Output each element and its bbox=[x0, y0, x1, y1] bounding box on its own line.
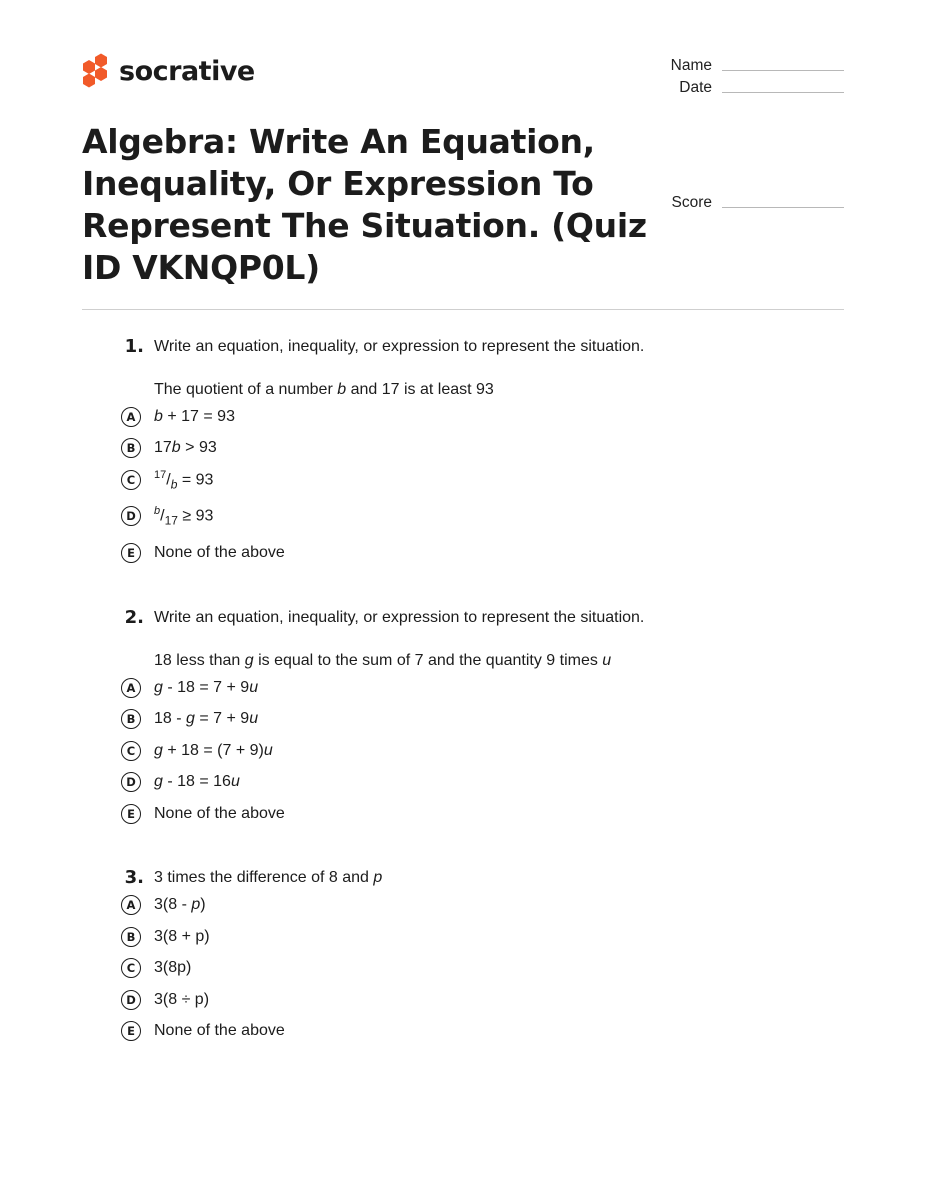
choice-text: 3(8 ÷ p) bbox=[154, 991, 210, 1008]
name-line[interactable] bbox=[722, 69, 844, 71]
choice-text: g - 18 = 7 + 9u bbox=[154, 679, 259, 696]
choice-text: $^{17}/_b = 93$ bbox=[154, 468, 214, 492]
choice-b[interactable] bbox=[121, 435, 217, 461]
choice-bubble[interactable]: C bbox=[121, 741, 141, 761]
choice-text: None of the above bbox=[154, 805, 285, 822]
choice-text: g - 18 = 16u bbox=[154, 773, 240, 790]
choice-bubble[interactable]: A bbox=[121, 678, 141, 698]
choice-text: 18 - g = 7 + 9u bbox=[154, 710, 259, 727]
question-situation: 18 less than g is equal to the sum of 7 and the quantity 9 times u bbox=[154, 652, 612, 669]
question-prompt: Write an equation, inequality, or expression to represent the situation. bbox=[154, 338, 645, 355]
date-line[interactable] bbox=[722, 91, 844, 93]
choice-bubble[interactable]: A bbox=[121, 407, 141, 427]
question-prompt: Write an equation, inequality, or expression to represent the situation. bbox=[154, 609, 645, 626]
choice-text: 3(8 - p) bbox=[154, 896, 206, 913]
score-line[interactable] bbox=[722, 206, 844, 208]
choice-text: 3(8 + p) bbox=[154, 928, 210, 945]
name-field[interactable] bbox=[582, 57, 844, 75]
choice-d[interactable] bbox=[121, 503, 214, 529]
header-divider bbox=[82, 309, 844, 310]
choice-bubble[interactable]: D bbox=[121, 506, 141, 526]
choice-bubble[interactable]: A bbox=[121, 895, 141, 915]
question-number: 1. bbox=[124, 336, 144, 357]
choice-bubble[interactable]: B bbox=[121, 709, 141, 729]
choice-e[interactable] bbox=[121, 1018, 285, 1044]
choice-e[interactable] bbox=[121, 540, 285, 566]
choice-bubble[interactable]: E bbox=[121, 1021, 141, 1041]
choice-bubble[interactable]: E bbox=[121, 804, 141, 824]
logo-wordmark: socrative bbox=[119, 55, 255, 87]
choice-c[interactable] bbox=[121, 467, 214, 493]
choice-e[interactable] bbox=[121, 801, 285, 827]
choice-c[interactable] bbox=[121, 955, 192, 981]
name-label: Name bbox=[670, 57, 712, 74]
score-label: Score bbox=[671, 194, 712, 211]
socrative-logo bbox=[82, 53, 255, 89]
choice-c[interactable] bbox=[121, 738, 273, 764]
choice-text: 3(8p) bbox=[154, 959, 192, 976]
choice-text: None of the above bbox=[154, 544, 285, 561]
choice-a[interactable] bbox=[121, 404, 235, 430]
choice-d[interactable] bbox=[121, 769, 240, 795]
quiz-title: Algebra: Write An Equation, Inequality, Or Expression To Represent The Situation. (Quiz ID VKNQP0L) bbox=[82, 122, 647, 287]
choice-a[interactable] bbox=[121, 675, 259, 701]
choice-bubble[interactable]: E bbox=[121, 543, 141, 563]
question-number: 3. bbox=[124, 867, 144, 888]
choice-bubble[interactable]: B bbox=[121, 438, 141, 458]
question-prompt: 3 times the difference of 8 and p bbox=[154, 869, 383, 886]
date-label: Date bbox=[679, 79, 712, 96]
choice-text: b + 17 = 93 bbox=[154, 408, 235, 425]
choice-text: 17b > 93 bbox=[154, 439, 217, 456]
choice-bubble[interactable]: D bbox=[121, 990, 141, 1010]
choice-b[interactable] bbox=[121, 706, 259, 732]
question-number: 2. bbox=[124, 607, 144, 628]
choice-text: None of the above bbox=[154, 1022, 285, 1039]
date-field[interactable] bbox=[582, 79, 844, 97]
choice-bubble[interactable]: C bbox=[121, 470, 141, 490]
choice-b[interactable] bbox=[121, 924, 210, 950]
choice-d[interactable] bbox=[121, 987, 210, 1013]
hexagon-cluster-icon bbox=[82, 53, 110, 89]
question-situation: The quotient of a number b and 17 is at least 93 bbox=[154, 381, 494, 398]
choice-bubble[interactable]: C bbox=[121, 958, 141, 978]
choice-text: g + 18 = (7 + 9)u bbox=[154, 742, 273, 759]
choice-text: $^b/_{17} \ge 93$ bbox=[154, 504, 214, 528]
choice-a[interactable] bbox=[121, 892, 206, 918]
choice-bubble[interactable]: B bbox=[121, 927, 141, 947]
choice-bubble[interactable]: D bbox=[121, 772, 141, 792]
